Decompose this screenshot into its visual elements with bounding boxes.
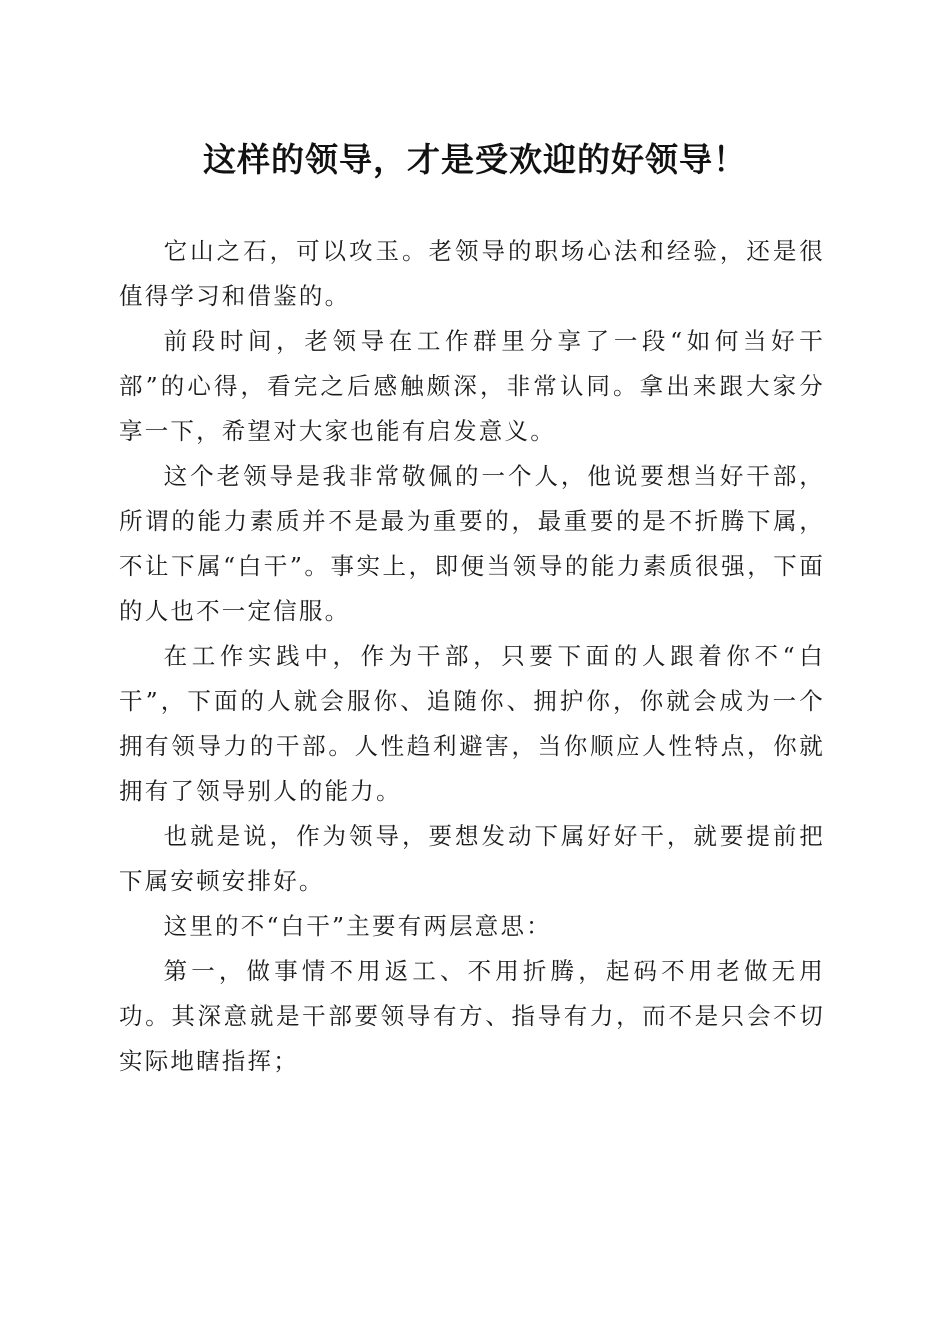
document-body (119, 229, 825, 1084)
paragraph-6: 这里的不“白干”主要有两层意思： (163, 912, 552, 940)
paragraph-5: 也就是说，作为领导，要想发动下属好好干，就要提前把下属安顿安排好。 (119, 822, 825, 895)
paragraph-2: 前段时间，老领导在工作群里分享了一段“如何当好干部”的心得，看完之后感触颇深，非常认同。拿出来跟大家分享一下，希望对大家也能有启发意义。 (119, 327, 825, 445)
paragraph-1: 它山之石，可以攻玉。老领导的职场心法和经验，还是很值得学习和借鉴的。 (119, 237, 825, 310)
paragraph-3: 这个老领导是我非常敬佩的一个人，他说要想当好干部，所谓的能力素质并不是最为重要的，最重要的是不折腾下属，不让下属“白干”。事实上，即便当领导的能力素质很强，下面的人也不一定信服。 (119, 462, 825, 625)
paragraph-7: 第一，做事情不用返工、不用折腾，起码不用老做无用功。其深意就是干部要领导有方、指导有力，而不是只会不切实际地瞎指挥； (119, 957, 825, 1075)
paragraph-4: 在工作实践中，作为干部，只要下面的人跟着你不“白干”，下面的人就会服你、追随你、拥护你，你就会成为一个拥有领导力的干部。人性趋利避害，当你顺应人性特点，你就拥有了领导别人的能力。 (119, 642, 825, 805)
page-title: 这样的领导，才是受欢迎的好领导！ (203, 140, 747, 179)
